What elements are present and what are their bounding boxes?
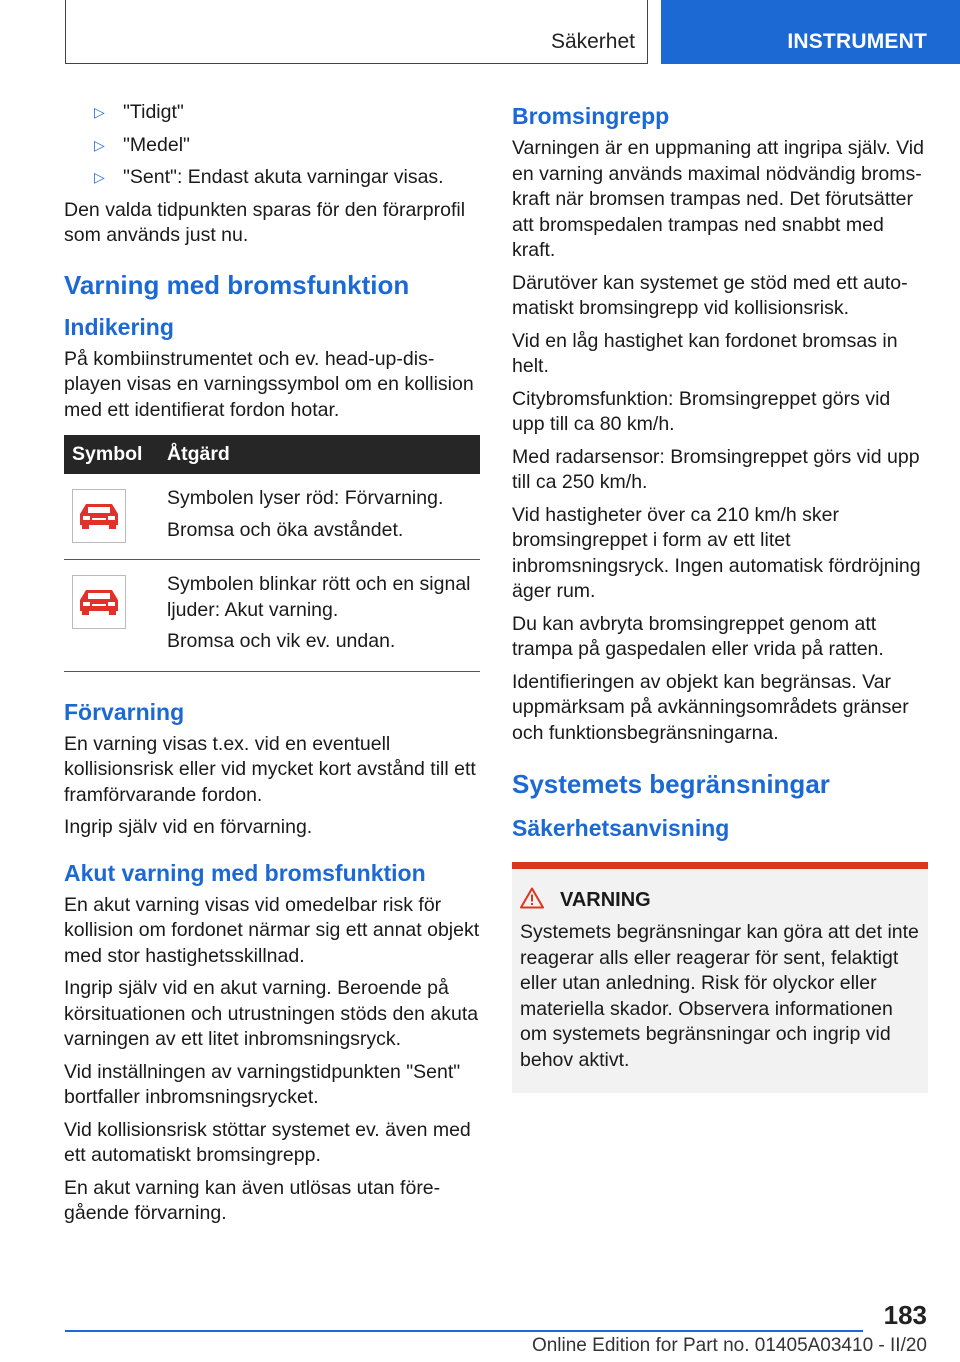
list-item-text: "Medel" xyxy=(123,133,190,156)
left-column xyxy=(64,100,480,1234)
paragraph-brems-3: Vid en låg hastighet kan fordonet bromsas in helt. xyxy=(512,329,898,377)
paragraph-akut-1: En akut varning visas vid omedelbar risk för kollision om fordonet närmar sig ett annat objekt med stor hastighetsskillnad. xyxy=(64,893,480,967)
list-item xyxy=(64,133,480,159)
bullet-triangle-icon: ▷ xyxy=(94,104,105,120)
heading-sakerhetsanvisning: Säkerhetsanvisning xyxy=(512,815,730,841)
paragraph-indikering: På kombiinstrumentet och ev. head-up-displayen visas en varningssymbol om en kollision med ett identifierat fordon hotar. xyxy=(64,347,474,421)
table-row xyxy=(64,560,480,672)
list-item xyxy=(64,165,480,191)
header-chapter-label: INSTRUMENT xyxy=(787,30,927,53)
table-header-action: Åtgärd xyxy=(167,435,480,474)
paragraph-brems-7: Du kan avbryta bromsingreppet genom att trampa på gaspedalen eller vrida på ratten. xyxy=(512,612,884,660)
table-cell-text: Bromsa och vik ev. undan. xyxy=(167,630,396,652)
paragraph-brems-8: Identifieringen av objekt kan begränsas. Var uppmärksam på avkänningsområdets gränser och funktionsbegränsningarna. xyxy=(512,670,909,744)
paragraph-brems-2: Därutöver kan systemet ge stöd med ett automatiskt bromsingrepp vid kollisionsrisk. xyxy=(512,271,908,319)
collision-warning-car-icon xyxy=(72,489,126,543)
heading-forvarning: Förvarning xyxy=(64,698,185,725)
bullet-triangle-icon: ▷ xyxy=(94,169,105,185)
footer-edition: Online Edition for Part no. 01405A03410 - II/20 xyxy=(531,1335,927,1356)
heading-bromsingrepp: Bromsingrepp xyxy=(512,103,670,129)
bullet-triangle-icon: ▷ xyxy=(94,136,105,153)
list-item-text: "Tidigt" xyxy=(123,101,184,123)
list-item xyxy=(64,100,480,126)
right-column xyxy=(512,100,928,1093)
paragraph-brems-4: Citybromsfunktion: Bromsingreppet görs vid upp till ca 80 km/h. xyxy=(512,387,891,435)
paragraph-akut-5: En akut varning kan även utlösas utan föregående förvarning. xyxy=(64,1176,441,1224)
footer-divider xyxy=(65,1330,863,1332)
table-cell-text: Symbolen lyser röd: Förvarning. xyxy=(167,487,444,509)
warning-triangle-icon xyxy=(520,887,544,914)
warning-box xyxy=(512,862,928,1093)
paragraph-forvarning-1: En varning visas t.ex. vid en eventuell kollisionsrisk eller vid mycket kort avstånd till ett framförvarande fordon. xyxy=(64,732,476,806)
paragraph-brems-5: Med radarsensor: Bromsingreppet görs vid upp till ca 250 km/h. xyxy=(512,445,920,493)
heading-varning-med-bromsfunktion: Varning med bromsfunktion xyxy=(64,269,410,300)
heading-indikering: Indikering xyxy=(64,313,174,340)
page-number: 183 xyxy=(883,1300,927,1330)
warning-title-row xyxy=(520,887,920,914)
header-section-label: Säkerhet xyxy=(550,30,635,53)
table-cell-text: Symbolen blinkar rött och en signal ljuder: Akut varning. xyxy=(167,573,471,621)
warning-text: Systemets begränsningar kan göra att det inte reagerar alls eller reagerar för sent, felaktigt eller utan anledning. Risk för olyckor eller materiella skador. Observera informationen om systemets begränsningar och ingrip vid behov aktivt. xyxy=(520,921,919,1071)
paragraph-saved: Den valda tidpunkten sparas för den förarprofil som används just nu. xyxy=(64,198,466,246)
list-item-text: "Sent": Endast akuta varningar visas. xyxy=(123,166,444,188)
option-list xyxy=(64,100,480,191)
table-cell-text: Bromsa och öka avståndet. xyxy=(167,518,404,541)
table-row xyxy=(64,474,480,560)
paragraph-forvarning-2: Ingrip själv vid en förvarning. xyxy=(64,816,313,838)
paragraph-akut-3: Vid inställningen av varningstidpunkten "Sent" bortfaller inbromsningsrycket. xyxy=(64,1060,461,1108)
heading-akut-varning: Akut varning med bromsfunktion xyxy=(64,859,426,886)
paragraph-brems-1: Varningen är en uppmaning att ingripa själv. Vid en varning används maximal nödvändig bromskraft när bromsen trampas ned. Det förutsätter att bromspedalen trampas ned snabbt med kraft. xyxy=(512,137,924,261)
symbol-table xyxy=(64,435,480,672)
warning-title: VARNING xyxy=(560,889,651,911)
heading-systemets-begransningar: Systemets begränsningar xyxy=(512,769,830,799)
paragraph-akut-2: Ingrip själv vid en akut varning. Beroende på körsituationen och utrustningen stöds den akuta varningen av ett litet inbromsningsryck. xyxy=(64,977,479,1050)
table-header-symbol: Symbol xyxy=(64,435,167,474)
collision-warning-car-icon xyxy=(72,575,126,629)
paragraph-brems-6: Vid hastigheter över ca 210 km/h sker bromsingreppet i form av ett litet inbromsningsryck. Ingen automatisk fördröjning äger rum. xyxy=(512,503,921,602)
header-section-tab[interactable] xyxy=(65,0,648,64)
header-chapter-tab[interactable] xyxy=(661,0,960,64)
paragraph-akut-4: Vid kollisionsrisk stöttar systemet ev. även med ett automatiskt bromsingrepp. xyxy=(64,1118,471,1166)
